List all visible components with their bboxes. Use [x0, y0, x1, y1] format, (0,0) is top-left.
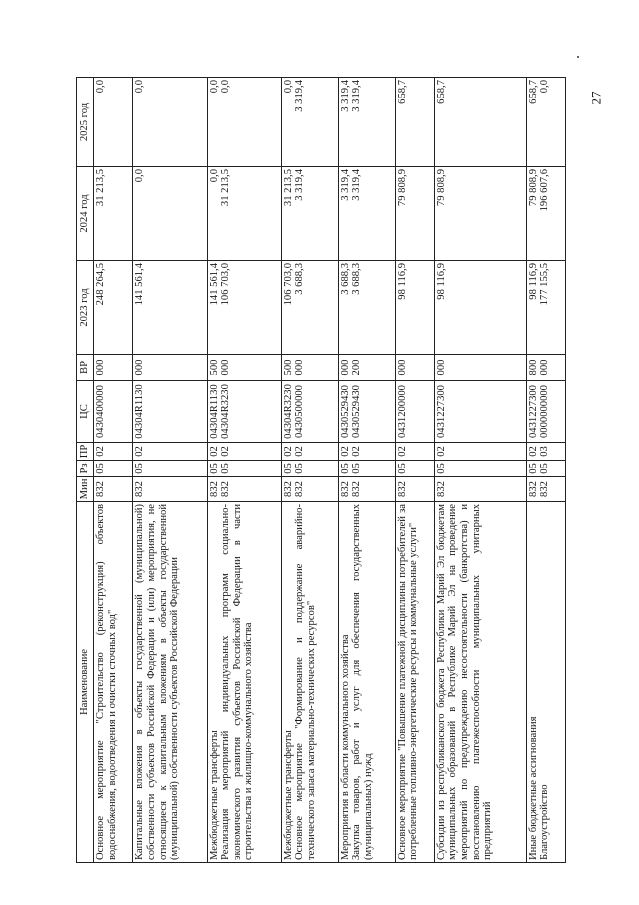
table-row [395, 78, 434, 863]
table-body [94, 78, 566, 863]
cell-min-value: 832 [539, 481, 551, 497]
cell-2023 [281, 261, 338, 355]
cell-2024-value: 0,0 [208, 169, 220, 183]
cell-cs-value: 04304R3230 [220, 384, 232, 439]
cell-name: Основное мероприятие "Повышение платежной дисциплины потребителей за потребленные топливно-энергетические ресурсы и коммунальные услуги" [395, 502, 434, 863]
cell-pr-value: 02 [339, 446, 351, 457]
cell-pr-value: 02 [435, 446, 447, 457]
table-row [207, 78, 281, 863]
cell-cs [207, 381, 281, 443]
cell-2024-value: 31 213,5 [95, 169, 106, 207]
cell-vr-value: 000 [339, 359, 351, 376]
cell-vr-value: 000 [435, 359, 447, 376]
cell-2023 [94, 261, 133, 355]
cell-cs [338, 381, 395, 443]
cell-2024-value: 31 213,5 [282, 169, 294, 207]
cell-rz-value: 05 [294, 463, 306, 474]
cell-2024 [281, 167, 338, 261]
cell-cs [133, 381, 207, 443]
cell-2025 [207, 78, 281, 167]
cell-cs-value: 0431227300 [435, 385, 447, 438]
cell-cs [526, 381, 565, 443]
cell-2023-value: 3 688,3 [351, 263, 363, 295]
cell-cs-value: 0431200000 [396, 385, 408, 438]
cell-min [526, 477, 565, 502]
cell-pr-value: 02 [220, 446, 232, 457]
cell-2023 [338, 261, 395, 355]
cell-2024 [526, 167, 565, 261]
cell-2023-value: 3 688,3 [339, 263, 351, 295]
cell-pr-value: 02 [294, 446, 306, 457]
cell-2025 [133, 78, 207, 167]
cell-pr [526, 443, 565, 461]
cell-pr-value: 02 [208, 446, 220, 457]
cell-min-value: 832 [396, 481, 408, 497]
cell-2024-value: 196 607,6 [539, 169, 551, 212]
cell-2025 [281, 78, 338, 167]
cell-2025-value: 658,7 [435, 80, 447, 104]
cell-vr-value: 000 [539, 359, 551, 376]
cell-rz [281, 461, 338, 477]
cell-2025-value: 0,0 [539, 80, 551, 94]
cell-rz [207, 461, 281, 477]
cell-min [338, 477, 395, 502]
cell-2024 [207, 167, 281, 261]
cell-cs [281, 381, 338, 443]
cell-min-value: 832 [351, 481, 363, 497]
cell-rz-value: 05 [134, 463, 146, 474]
cell-min [281, 477, 338, 502]
budget-table [76, 77, 566, 863]
cell-pr [281, 443, 338, 461]
cell-2024-value: 79 808,9 [435, 169, 447, 207]
table-row [281, 78, 338, 863]
cell-pr [133, 443, 207, 461]
cell-rz-value: 05 [339, 463, 351, 474]
header-2024: 2024 год [77, 167, 94, 261]
table-row [94, 78, 133, 863]
cell-min-value: 832 [95, 481, 106, 497]
cell-vr [395, 355, 434, 381]
table-row [434, 78, 526, 863]
cell-2024-value: 3 319,4 [294, 169, 306, 201]
cell-vr [338, 355, 395, 381]
header-rz: Рз [77, 461, 94, 477]
cell-cs-value: 0000000000 [539, 385, 551, 438]
header-pr: ПР [77, 443, 94, 461]
cell-vr [526, 355, 565, 381]
cell-cs-value: 04304R3230 [282, 384, 294, 439]
cell-min-value: 832 [435, 481, 447, 497]
cell-2024-value: 79 808,9 [396, 169, 408, 207]
cell-2024 [434, 167, 526, 261]
cell-rz [434, 461, 526, 477]
cell-rz [94, 461, 133, 477]
cell-min [133, 477, 207, 502]
cell-rz-value: 05 [95, 463, 106, 474]
cell-2024 [338, 167, 395, 261]
cell-2023-value: 177 155,5 [539, 263, 551, 306]
cell-cs-value: 0431227300 [527, 385, 539, 438]
cell-name: Мероприятия в области коммунального хозяйства Закупка товаров, работ и услуг для обеспечения государственных (муниципальных) нужд [338, 502, 395, 863]
cell-min [207, 477, 281, 502]
cell-2023 [526, 261, 565, 355]
cell-min [94, 477, 133, 502]
cell-min-value: 832 [339, 481, 351, 497]
cell-2025-value: 0,0 [220, 80, 232, 94]
cell-pr [395, 443, 434, 461]
cell-vr-value: 200 [351, 359, 363, 376]
cell-pr-value: 02 [134, 446, 146, 457]
cell-2023 [133, 261, 207, 355]
cell-2023-value: 248 264,5 [95, 263, 106, 306]
cell-rz-value: 05 [435, 463, 447, 474]
rotated-table-container [76, 78, 566, 863]
cell-vr [281, 355, 338, 381]
cell-cs-value: 04304R1130 [208, 384, 220, 439]
cell-cs [395, 381, 434, 443]
cell-vr [94, 355, 133, 381]
cell-2024 [94, 167, 133, 261]
cell-cs-value: 0430529430 [339, 385, 351, 438]
cell-rz-value: 05 [220, 463, 232, 474]
cell-2025-value: 658,7 [527, 80, 539, 104]
cell-pr [207, 443, 281, 461]
cell-pr [338, 443, 395, 461]
cell-cs-value: 0430400000 [95, 385, 106, 438]
cell-2023-value: 141 561,4 [134, 263, 146, 306]
cell-2023-value: 106 703,0 [282, 263, 294, 306]
cell-min-value: 832 [282, 481, 294, 497]
cell-2023 [395, 261, 434, 355]
header-cs: ЦС [77, 381, 94, 443]
header-row [77, 78, 94, 863]
cell-2025-value: 3 319,4 [351, 80, 363, 112]
cell-pr [94, 443, 133, 461]
cell-cs-value: 0430500000 [294, 385, 306, 438]
cell-cs [94, 381, 133, 443]
cell-vr-value: 000 [95, 359, 106, 376]
cell-name: Капитальные вложения в объекты государственной (муниципальной) собственности субъектов Российской Федерации и (или) мероприятия, не относящиеся к капитальным вложениям в объекты государственной (муниципальной) собственности субъектов Российской Федерации [133, 502, 207, 863]
cell-name: Основное мероприятие "Строительство (реконструкция) объектов водоснабжения, водоотведения и очистки сточных вод" [94, 502, 133, 863]
cell-cs-value: 0430529430 [351, 385, 363, 438]
cell-2024-value: 3 319,4 [351, 169, 363, 201]
header-2023: 2023 год [77, 261, 94, 355]
cell-vr [434, 355, 526, 381]
cell-2023-value: 106 703,0 [220, 263, 232, 306]
cell-cs [434, 381, 526, 443]
cell-rz-value: 05 [208, 463, 220, 474]
cell-rz [395, 461, 434, 477]
cell-rz-value: 05 [527, 463, 539, 474]
cell-pr-value: 02 [396, 446, 408, 457]
cell-pr-value: 02 [95, 446, 106, 457]
cell-2025 [526, 78, 565, 167]
cell-2025-value: 0,0 [208, 80, 220, 94]
cell-2024-value: 3 319,4 [339, 169, 351, 201]
header-name: Наименование [77, 502, 94, 863]
cell-name: Межбюджетные трансферты Реализация мероприятий индивидуальных программ социально-экономического развития субъектов Российской Федерации в части строительства и жилищно-коммунального хозяйства [207, 502, 281, 863]
cell-2025 [338, 78, 395, 167]
cell-2024-value: 0,0 [134, 169, 146, 183]
cell-rz [133, 461, 207, 477]
cell-vr [207, 355, 281, 381]
cell-2025-value: 0,0 [95, 80, 106, 94]
cell-pr-value: 02 [351, 446, 363, 457]
cell-rz-value: 05 [396, 463, 408, 474]
header-vr: ВР [77, 355, 94, 381]
cell-min-value: 832 [134, 481, 146, 497]
cell-2023-value: 141 561,4 [208, 263, 220, 306]
cell-vr-value: 000 [220, 359, 232, 376]
cell-name: Межбюджетные трансферты Основное мероприятие "Формирование и поддержание аварийно-технического запаса материально-технических ресурсов" [281, 502, 338, 863]
cell-vr [133, 355, 207, 381]
cell-pr-value: 02 [527, 446, 539, 457]
cell-vr-value: 800 [527, 359, 539, 376]
cell-2023-value: 98 116,9 [527, 263, 539, 300]
cell-min-value: 832 [208, 481, 220, 497]
table-row [133, 78, 207, 863]
scan-speck [577, 56, 579, 58]
cell-rz-value: 05 [282, 463, 294, 474]
cell-2025-value: 0,0 [282, 80, 294, 94]
cell-pr-value: 03 [539, 446, 551, 457]
cell-min-value: 832 [220, 481, 232, 497]
page-number: 27 [588, 91, 604, 105]
cell-vr-value: 000 [294, 359, 306, 376]
cell-name: Субсидии из республиканского бюджета Республики Марий Эл бюджетам муниципальных образований в Республике Марий Эл на проведение мероприятий по предупреждению несостоятельности (банкротства) и восстановлению платежеспособности муниципальных унитарных предприятий [434, 502, 526, 863]
cell-2024-value: 31 213,5 [220, 169, 232, 207]
cell-vr-value: 500 [282, 359, 294, 376]
cell-rz-value: 05 [351, 463, 363, 474]
table-row [526, 78, 565, 863]
cell-vr-value: 000 [396, 359, 408, 376]
cell-2025-value: 3 319,4 [294, 80, 306, 112]
cell-name: Иные бюджетные ассигнования Благоустройство [526, 502, 565, 863]
table-row [338, 78, 395, 863]
cell-2025 [434, 78, 526, 167]
cell-min [434, 477, 526, 502]
cell-rz [338, 461, 395, 477]
cell-2023 [207, 261, 281, 355]
cell-2023 [434, 261, 526, 355]
cell-2025 [94, 78, 133, 167]
header-min: Мин [77, 477, 94, 502]
cell-vr-value: 000 [134, 359, 146, 376]
cell-rz-value: 05 [539, 463, 551, 474]
cell-2024 [395, 167, 434, 261]
cell-2025-value: 3 319,4 [339, 80, 351, 112]
cell-vr-value: 500 [208, 359, 220, 376]
cell-pr [434, 443, 526, 461]
cell-2025 [395, 78, 434, 167]
cell-2023-value: 98 116,9 [396, 263, 408, 300]
cell-2025-value: 0,0 [134, 80, 146, 94]
cell-min-value: 832 [527, 481, 539, 497]
cell-pr-value: 02 [282, 446, 294, 457]
cell-min [395, 477, 434, 502]
cell-2024 [133, 167, 207, 261]
header-2025: 2025 год [77, 78, 94, 167]
cell-2023-value: 98 116,9 [435, 263, 447, 300]
cell-2023-value: 3 688,3 [294, 263, 306, 295]
cell-min-value: 832 [294, 481, 306, 497]
cell-rz [526, 461, 565, 477]
cell-cs-value: 04304R1130 [134, 384, 146, 439]
cell-2024-value: 79 808,9 [527, 169, 539, 207]
cell-2025-value: 658,7 [396, 80, 408, 104]
